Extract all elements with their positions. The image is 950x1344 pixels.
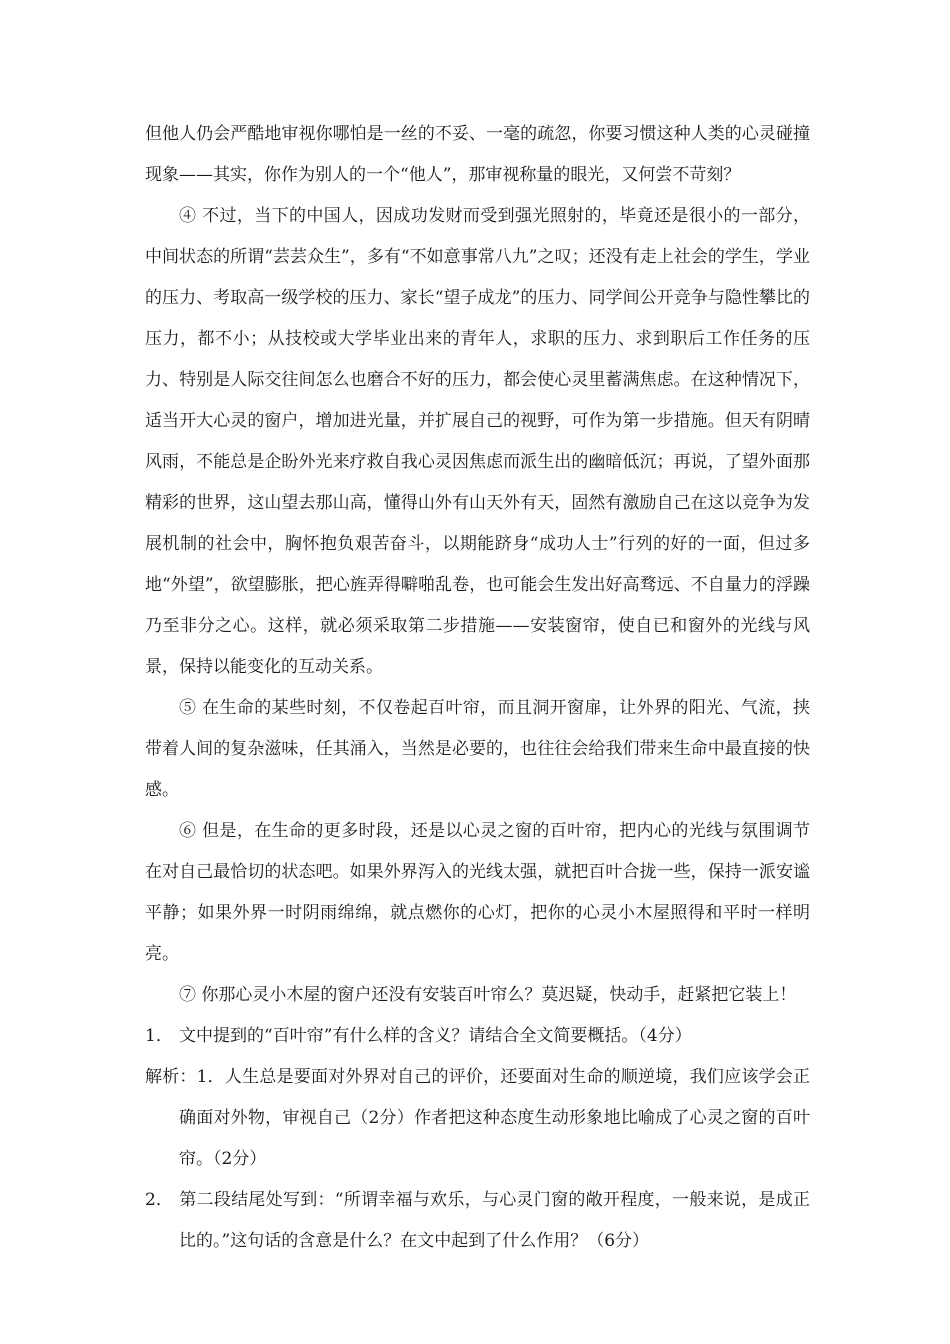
answer-label: 解析： [145,1067,197,1087]
document-body [145,114,810,1262]
question-2-text: 第二段结尾处写到：“所谓幸福与欢乐，与心灵门窗的敞开程度，一般来说，是成正比的。”这句话的含意是什么？在文中起到了什么作用？（6分） [179,1190,810,1251]
answer-1 [145,1057,810,1180]
question-1 [145,1016,810,1057]
paragraph-3-continued: 但他人仍会严酷地审视你哪怕是一丝的不妥、一毫的疏忽，你要习惯这种人类的心灵碰撞现象——其实，你作为别人的一个“他人”，那审视称量的眼光，又何尝不苛刻？ [145,124,810,185]
question-2-number: 2． [145,1190,173,1210]
paragraph-4: ④ 不过，当下的中国人，因成功发财而受到强光照射的，毕竟还是很小的一部分，中间状态的所谓“芸芸众生”，多有“不如意事常八九”之叹；还没有走上社会的学生，学业的压力、考取高一级学校的压力、家长“望子成龙”的压力、同学间公开竞争与隐性攀比的压力，都不小；从技校或大学毕业出来的青年人，求职的压力、求到职后工作任务的压力、特别是人际交往间怎么也磨合不好的压力，都会使心灵里蓄满焦虑。在这种情况下，适当开大心灵的窗户，增加进光量，并扩展自己的视野，可作为第一步措施。但天有阴晴风雨，不能总是企盼外光来疗救自我心灵因焦虑而派生出的幽暗低沉；再说，了望外面那精彩的世界，这山望去那山高，懂得山外有山天外有天，固然有激励自己在这以竞争为发展机制的社会中，胸怀抱负艰苦奋斗，以期能跻身“成功人士”行列的好的一面，但过多地“外望”，欲望膨胀，把心旌弄得噼啪乱卷，也可能会生发出好高骛远、不自量力的浮躁乃至非分之心。这样，就必须采取第二步措施——安装窗帘，使自已和窗外的光线与风景，保持以能变化的互动关系。 [145,206,810,677]
question-1-number: 1． [145,1026,173,1046]
question-1-text: 文中提到的“百叶帘”有什么样的含义？请结合全文简要概括。（4分） [179,1026,692,1046]
paragraph-5: ⑤ 在生命的某些时刻，不仅卷起百叶帘，而且洞开窗扉，让外界的阳光、气流，挟带着人间的复杂滋味，任其涌入，当然是必要的，也往往会给我们带来生命中最直接的快感。 [145,698,810,800]
paragraph-6: ⑥ 但是，在生命的更多时段，还是以心灵之窗的百叶帘，把内心的光线与氛围调节在对自己最恰切的状态吧。如果外界泻入的光线太强，就把百叶合拢一些，保持一派安谧平静；如果外界一时阴雨绵绵，就点燃你的心灯，把你的心灵小木屋照得和平时一样明亮。 [145,821,810,964]
answer-1-text: 1．人生总是要面对外界对自己的评价，还要面对生命的顺逆境，我们应该学会正确面对外物，审视自己（2分）作者把这种态度生动形象地比喻成了心灵之窗的百叶帘。（2分） [179,1067,810,1169]
question-2 [145,1180,810,1262]
paragraph-7: ⑦ 你那心灵小木屋的窗户还没有安装百叶帘么？莫迟疑，快动手，赶紧把它装上！ [179,985,797,1005]
